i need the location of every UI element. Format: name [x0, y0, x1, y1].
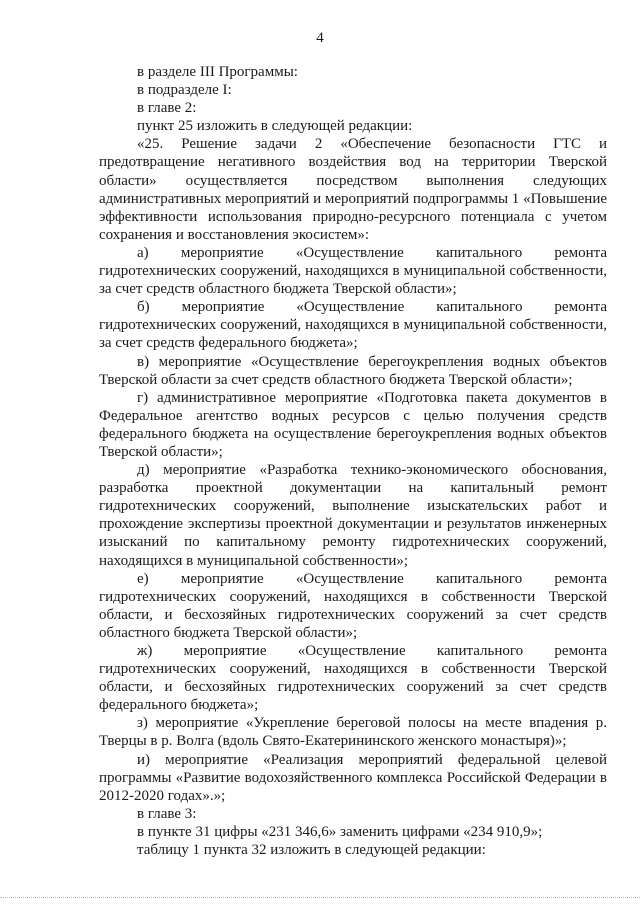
list-item-g: г) административное мероприятие «Подготовка пакета документов в Федеральное агентство водных ресурсов с целью получения средств федерального бюджета на осуществление берегоукрепления водных объектов Тверской области»; [99, 389, 607, 460]
list-item-b: б) мероприятие «Осуществление капитального ремонта гидротехнических сооружений, находящихся в муниципальной собственности, за счет средств федерального бюджета»; [99, 299, 607, 352]
paragraph-subsection-ref: в подразделе I: [137, 82, 232, 99]
paragraph-chapter-2-ref: в главе 2: [137, 100, 197, 117]
paragraph-item-25-text: «25. Решение задачи 2 «Обеспечение безопасности ГТС и предотвращение негативного воздействия вод на территории Тверской области» осуществляется посредством выполнения следующих административных мероприятий и мероприятий подпрограммы 1 «Повышение эффективности использования природно-ресурсного потенциала с учетом сохранения и восстановления экосистем»: [99, 136, 607, 243]
list-item-v: в) мероприятие «Осуществление берегоукрепления водных объектов Тверской области за счет средств областного бюджета Тверской области»; [99, 353, 607, 388]
page-number: 4 [316, 30, 324, 46]
paragraph-section-ref: в разделе III Программы: [137, 64, 298, 80]
paragraph-chapter-3-ref: в главе 3: [137, 805, 197, 822]
paragraph-table-1-instruction: таблицу 1 пункта 32 изложить в следующей редакции: [137, 842, 486, 859]
list-item-z: з) мероприятие «Укрепление береговой полосы на месте впадения р. Тверцы в р. Волга (вдоль Свято-Екатерининского женского монастыря)»; [99, 715, 607, 750]
list-item-i: и) мероприятие «Реализация мероприятий федеральной целевой программы «Развитие водохозяйственного комплекса Российской Федерации в 2012-2020 годах».»; [99, 751, 607, 804]
list-item-a: а) мероприятие «Осуществление капитального ремонта гидротехнических сооружений, находящихся в муниципальной собственности, за счет средств областного бюджета Тверской области»; [99, 244, 607, 298]
paragraph-item-31-change: в пункте 31 цифры «231 346,6» заменить цифрами «234 910,9»; [137, 823, 543, 840]
bottom-scan-edge [0, 897, 640, 898]
document-body [99, 63, 607, 859]
list-item-zh: ж) мероприятие «Осуществление капитального ремонта гидротехнических сооружений, находящихся в собственности Тверской области, и бесхозяйных гидротехнических сооружений за счет средств федерального бюджета»; [99, 643, 607, 714]
list-item-d: д) мероприятие «Разработка технико-экономического обоснования, разработка проектной документации на капитальный ремонт гидротехнических сооружений, выполнение изыскательских работ и прохождение экспертизы проектной документации и результатов инженерных изысканий по капитальному ремонту гидротехнических сооружений, находящихся в муниципальной собственности»; [99, 462, 607, 569]
paragraph-item-25-instruction: пункт 25 изложить в следующей редакции: [137, 118, 413, 135]
list-item-e: е) мероприятие «Осуществление капитального ремонта гидротехнических сооружений, находящихся в собственности Тверской области, и бесхозяйных гидротехнических сооружений за счет средств областного бюджета Тверской области»; [99, 570, 607, 641]
